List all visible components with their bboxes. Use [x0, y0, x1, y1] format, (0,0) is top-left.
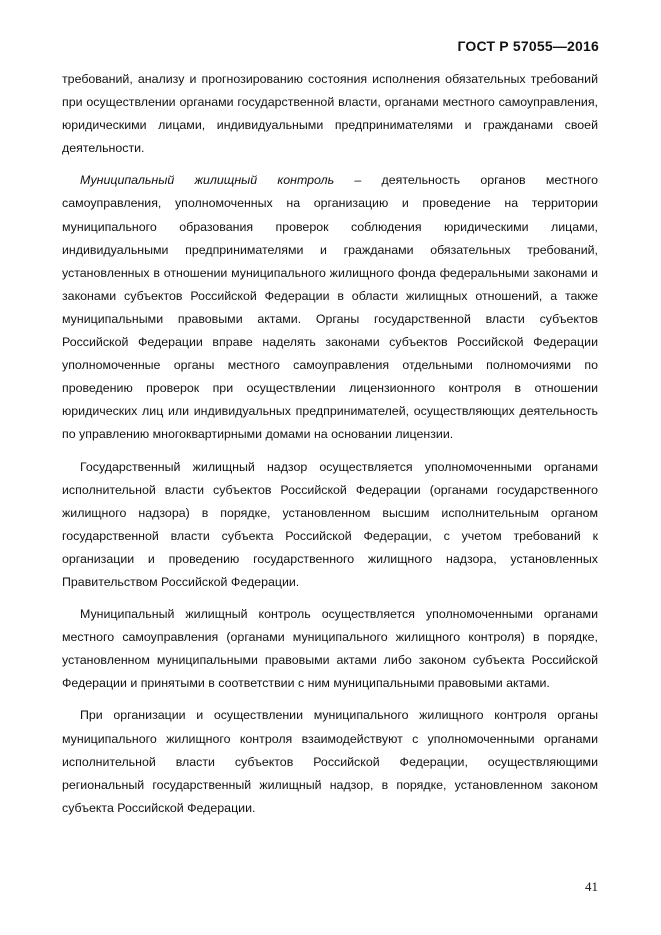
defined-term: Муниципальный жилищный контроль — [80, 173, 335, 188]
body-text — [62, 68, 598, 829]
paragraph-continuation: требований, анализу и прогнозированию состояния исполнения обязательных требований при осуществлении органами государственной власти, органами местного самоуправления, юридическими лицами, индивидуальными предпринимателями и гражданами своей деятельности. — [62, 72, 598, 156]
paragraph-definition — [62, 169, 598, 446]
definition-text: – деятельность органов местного самоуправления, уполномоченных на организацию и проведение на территории муниципального образования проверок соблюдения юридическими лицами, индивидуальными предпринимателями и гражданами обязательных требований, установленных в отношении муниципального жилищного фонда федеральными законами и законами субъектов Российской Федерации в области жилищных отношений, а также муниципальными правовыми актами. Органы государственной власти субъектов Российской Федерации вправе наделять законами субъектов Российской Федерации уполномоченные органы местного самоуправления отдельными полномочиями по проведению проверок при осуществлении лицензионного контроля в отношении юридических лиц или индивидуальных предпринимателей, осуществляющих деятельность по управлению многоквартирными домами на основании лицензии. — [62, 173, 598, 442]
paragraph-municipal-control: Муниципальный жилищный контроль осуществляется уполномоченными органами местного самоуправления (органами муниципального жилищного контроля) в порядке, установленном муниципальными правовыми актами либо законом субъекта Российской Федерации и принятыми в соответствии с ним муниципальными правовыми актами. — [62, 607, 598, 691]
document-id-header: ГОСТ Р 57055—2016 — [457, 38, 599, 54]
page-number: 41 — [585, 879, 598, 894]
paragraph-interaction: При организации и осуществлении муниципального жилищного контроля органы муниципального жилищного контроля взаимодействуют с уполномоченными органами исполнительной власти субъектов Российской Федерации, осуществляющими региональный государственный жилищный надзор, в порядке, установленном законом субъекта Российской Федерации. — [62, 708, 598, 815]
paragraph-state-supervision: Государственный жилищный надзор осуществляется уполномоченными органами исполнительной власти субъектов Российской Федерации (органами государственного жилищного надзора) в порядке, установленном высшим исполнительным органом государственной власти субъекта Российской Федерации, с учетом требований к организации и проведению государственного жилищного надзора, установленных Правительством Российской Федерации. — [62, 459, 598, 589]
